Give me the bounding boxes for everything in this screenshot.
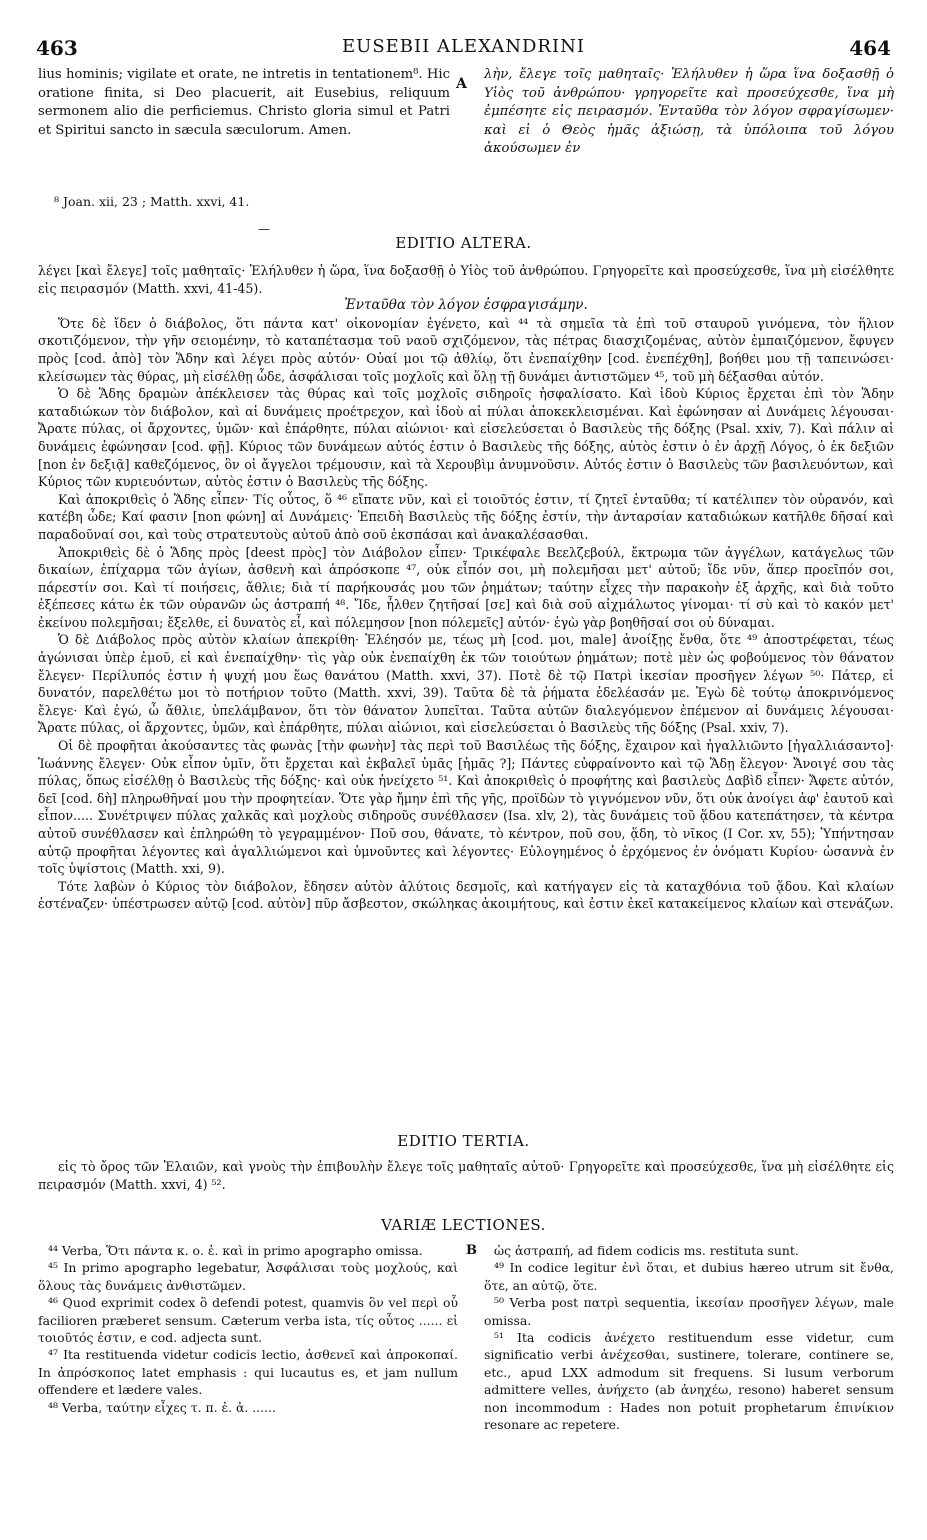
editio-tertia-text [38,1158,894,1193]
paragraph-3: Καὶ ἀποκριθεὶς ὁ Ἅδης εἶπεν· Τίς οὗτος, ὅ ⁴⁶ εἴπατε νῦν, καὶ εἰ τοιοῦτός ἐστιν, τί ζητεῖ ἐνταῦθα; τί κατέλιπεν τὸν οὐρανόν, καὶ κατέβη ὧδε; Καί φασιν [non φώνη] αἱ Δυνάμεις· Ἐπειδὴ Βασιλεὺς τῆς δόξης ἐστίν, τὴν ἀνταρσίαν καταδιώκων κατῆλθε δῆσαί καὶ παραδοῦναί σοι, καὶ τοὺς στρατευτοὺς αὐτοῦ ἀπὸ σοῦ ἐκσπάσαι καὶ ἀνακαλέσασθαι. [38,491,894,542]
variae-right-column [484,1242,894,1433]
paragraph-4: Ἀποκριθεὶς δὲ ὁ Ἅδης πρὸς [deest πρὸς] τὸν Διάβολον εἶπεν· Τρικέφαλε Βεελζεβούλ, ἔκτρωμα τῶν ἀγγέλων, κατάγελως τῶν δικαίων, ἐπίχαρμα τῶν ἁγίων, ἀσθενὴ καὶ ἀπρόσκοπε ⁴⁷, οὐκ εἶπόν σοι, μὴ πολεμῆσαι μετ' αὐτοῦ; ἴδε νῦν, ἅπερ προεῖπόν σοι, πάρεστίν σοι. Καὶ τί ποιήσεις, ἄθλιε; διὰ τί παρήκουσάς μου τῶν ῥημάτων; ταύτην εἶχες τὴν παρακοὴν ἐξ ἀρχῆς, καὶ διὰ τοῦτο ἐξέπεσες κάτω ἐκ τῶν οὐρανῶν ὡς ἀστραπή ⁴⁸. Ἴδε, ἦλθεν ζητῆσαί [σε] καὶ διὰ σοῦ αἰχμάλωτος γίνομαι· τί σὺ καὶ τὸ κακόν μετ' ἐκείνου πολεμῆσαι; ἔξελθε, εἰ δυνατὸς εἶ, καὶ πόλεμησον [non πόλεμεῖς] αὐτόν· ἐγὼ γὰρ βοηθῆσαί σοι οὐ δύναμαι. [38,544,894,630]
top-left-column: lius hominis; vigilate et orate, ne intretis in tentationem⁸. Hic oratione finita, si Deo placuerit, ait Eusebius, reliquum sermonem alio die perficiemus. Christo gloria simul et Patri et Spiritui sancto in sæcula sæculorum. Amen. [38,67,450,138]
paragraph-7: Τότε λαβὼν ὁ Κύριος τὸν διάβολον, ἔδησεν αὐτὸν ἁλύτοις δεσμοῖς, καὶ κατήγαγεν εἰς τὰ καταχθόνια τοῦ ᾅδου. Καὶ κλαίων ἐστέναζεν· ὑπέστρωσεν αὐτῷ [cod. αὐτὸν] πῦρ ἄσβεστον, σκώληκας ἀκοιμήτους, καὶ ἐστιν ἐκεῖ κατακείμενος κλαίων καὶ στενάζων. [38,878,894,912]
running-title: EUSEBII ALEXANDRINI [342,36,585,57]
variant-note-48-cont: ὡς ἀστραπή, ad fidem codicis ms. restituta sunt. [494,1243,799,1258]
column-mark-a: A [456,76,467,92]
page-number-right: 464 [849,36,891,60]
variant-note-51: ⁵¹ Ita codicis ἀνέχετο restituendum esse videtur, cum significatio verbi ἀνέχεσθαι, sustinere, tolerare, continere se, etc., apud LXX admodum sit frequens. Si lusum verborum admittere velles, ἀνήχετο (ab ἀνηχέω, resono) haberet sensum non incommodum : Hades non potuit prophetarum ἐπινίκιον resonare ac repetere. [484,1330,894,1433]
variant-note-49: ⁴⁹ In codice legitur ἐνὶ ὅται, et dubius hæreo utrum sit ἔνθα, ὅτε, an αὐτῷ, ὅτε. [484,1260,894,1293]
editio-altera-intro: λέγει [καὶ ἔλεγε] τοῖς μαθηταῖς· Ἐλήλυθεν ἡ ὥρα, ἵνα δοξασθῇ ὁ Υἱὸς τοῦ ἀνθρώπου. Γρηγορεῖτε καὶ προσεύχεσθε, ἵνα μὴ εἰσέλθητε εἰς πειρασμόν (Matth. xxvi, 41-45). [38,263,894,296]
column-mark-b: B [466,1243,477,1258]
running-header [36,36,891,62]
editio-tertia-paragraph: εἰς τὸ ὄρος τῶν Ἐλαιῶν, καὶ γνοὺς τὴν ἐπιβουλὴν ἔλεγε τοῖς μαθηταῖς αὐτοῦ· Γρηγορεῖτε καὶ προσεύχεσθε, ἵνα μὴ εἰσέλθητε εἰς πειρασμόν (Matth. xxvi, 4) ⁵². [38,1159,894,1192]
heading-variae-lectiones: VARIÆ LECTIONES. [381,1216,546,1234]
paragraph-1: Ὅτε δὲ ἴδεν ὁ διάβολος, ὅτι πάντα κατ' οἰκονομίαν ἐγένετο, καὶ ⁴⁴ τὰ σημεῖα τὰ ἐπὶ τοῦ σταυροῦ γινόμενα, τὸν ἥλιον σκοτιζόμενον, τὴν γῆν σειομένην, τὸ καταπέτασμα τοῦ ναοῦ σχιζόμενον, τὰς πέτρας διασχιζομένας, αὐτὸν ἐμπαιζόμενον, ἔφυγεν πρὸς [cod. ἀπὸ] τὸν Ἅδην καὶ λέγει πρὸς αὐτόν· Οὐαί μοι τῷ ἀθλίῳ, ὅτι ἐνεπαίχθην [cod. ἐνεπέχθη], βοήθει μου τῇ ταπεινώσει· κλείσωμεν τὰς θύρας, μὴ εἰσέλθῃ ὧδε, ἀσφάλισαι τοῖς μοχλοῖς καὶ ὅλῃ τῇ δυνάμει ἀντιστῶμεν ⁴⁵, τοῦ μὴ δέξασθαι αὐτόν. [38,315,894,384]
variant-note-50: ⁵⁰ Verba post πατρὶ sequentia, ἱκεσίαν προσῆγεν λέγων, male omissa. [484,1295,894,1328]
variant-note-45: ⁴⁵ In primo apographo legebatur, Ἀσφάλισαι τοὺς μοχλούς, καὶ ὅλους τὰς δυνάμεις ἀνθιστῶμεν. [38,1260,458,1293]
variae-left-column [38,1242,458,1416]
variant-note-44: ⁴⁴ Verba, Ὅτι πάντα κ. ο. ἐ. καὶ in primo apographo omissa. [48,1243,423,1258]
editio-altera-text [38,262,894,913]
variant-note-48: ⁴⁸ Verba, ταύτην εἶχες τ. π. ἐ. ἀ. ...... [48,1399,276,1415]
variant-note-46: ⁴⁶ Quod exprimit codex ὃ defendi potest, quamvis ὃν vel περὶ οὗ facilioren præberet sensum. Cæterum verba ista, τίς οὗτος ...... εἰ τοιοῦτός ἐστιν, e cod. adjecta sunt. [38,1295,458,1346]
variant-note-47: ⁴⁷ Ita restituenda videtur codicis lectio, ἀσθενεῖ καὶ ἀπροκοπαί. In ἀπρόσκοπος latet emphasis : qui lucautus es, et jam nullum offendere et lædere vales. [38,1347,458,1398]
separator-dash: — [258,222,270,236]
paragraph-5: Ὁ δὲ Διάβολος πρὸς αὐτὸν κλαίων ἀπεκρίθη· Ἐλέησόν με, τέως μὴ [cod. μοι, male] ἀνοίξῃς ἔνθα, ὅτε ⁴⁹ ἀποστρέφεται, τέως ἀγώνισαι ὑπὲρ ἐμοῦ, εἰ καὶ ἐνεπαίχθην· τὶς γὰρ οὐκ ἐνεπαίχθη ἐκ τῶν τοιούτων ῥημάτων; ποτὲ μὲν ὡς φοβούμενος τὸν θάνατον ἔλεγεν· Περίλυπός ἐστιν ἡ ψυχή μου ἕως θανάτου (Matth. xxvi, 37). Ποτὲ δὲ τῷ Πατρὶ ἱκεσίαν προσῆγεν λέγων ⁵⁰· Πάτερ, εἰ δυνατόν, παρελθέτω μοι τὸ ποτήριον τοῦτο (Matth. xxvi, 39). Ταῦτα δὲ τὰ ῥήματα ἐδελέασάν με. Ἐγὼ δὲ τούτῳ ἀποκρινόμενος ἔλεγε· Καὶ ἐγώ, ὦ ἄθλιε, ὑπελάμβανον, ὅτι τὸν θάνατον λυπεῖται. Ταῦτα αὐτῶν διαλεγόμενον ἐπέμενον αἱ δυνάμεις λέγουσαι· Ἄρατε πύλας, οἱ ἄρχοντες, ὑμῶν, καὶ ἐπάρθητε, πύλαι αἰώνιοι, καὶ εἰσελεύσεται ὁ Βασιλεὺς τῆς δόξης (Psal. xxiv, 7). [38,632,894,736]
top-right-column: λὴν, ἔλεγε τοῖς μαθηταῖς· Ἐλήλυθεν ἡ ὥρα ἵνα δοξασθῇ ὁ Υἱὸς τοῦ ἀνθρώπου· γρηγορεῖτε καὶ προσεύχεσθε, ἵνα μὴ ἐμπέσητε εἰς πειρασμόν. Ἐνταῦθα τὸν λόγον σφραγίσωμεν· καὶ εἰ ὁ Θεὸς ἡμᾶς ἀξιώσῃ, τὰ ὑπόλοιπα τοῦ λόγου ἀκούσωμεν ἐν [484,67,894,156]
heading-editio-tertia: EDITIO TERTIA. [397,1132,530,1150]
paragraph-2: Ὁ δὲ Ἅδης δραμὼν ἀπέκλεισεν τὰς θύρας καὶ τοῖς μοχλοῖς σιδηροῖς ἠσφαλίσατο. Καὶ ἰδοὺ Κύριος ἔρχεται ἐπὶ τὸν Ἅδην καταδιώκων τὸν διάβολον, καὶ αἱ δυνάμεις προέτρεχον, καὶ ἰδοὺ αἱ πύλαι ἀποκεκλεισμέναι. Καὶ ἐφώνησαν αἱ Δυνάμεις λέγουσαι· Ἄρατε πύλας, οἱ ἄρχοντες, ὑμῶν· καὶ ἐπάρθητε, πύλαι αἰώνιοι· καὶ εἰσελεύσεται ὁ Βασιλεὺς τῆς δόξης (Psal. xxiv, 7). Καὶ πάλιν αἱ δυνάμεις ἐφώνησαν [cod. φῇ]. Κύριος τῶν δυνάμεων αὐτός ἐστιν ὁ Βασιλεὺς τῆς δόξης, αὐτὸς ἐστιν ὁ ἐν ἀρχῇ Λόγος, ὁ ἐκ δεξιῶν [non ἐν δεξιᾷ] καθεζόμενος, ὃν οἱ ἄγγελοι τρέμουσιν, καὶ τὰ Χερουβὶμ ἀνυμνοῦσιν. Αὐτός ἐστιν ὁ Βασιλεὺς τῶν βασιλευόντων, καὶ Κύριος τῶν κυριευόντων, αὐτὸς ἐστιν ὁ Βασιλεὺς τῆς δόξης. [38,386,894,490]
page-number-left: 463 [36,36,78,60]
footnote: ⁸ Joan. xii, 23 ; Matth. xxvi, 41. [54,194,250,209]
paragraph-6: Οἱ δὲ προφῆται ἀκούσαντες τὰς φωνὰς [τὴν φωνὴν] τὰς περὶ τοῦ Βασιλέως τῆς δόξης, ἔχαιρον καὶ ἠγαλλιῶντο [ἠγαλλιάσαντο]· Ἰωάννης ἔλεγεν· Οὐκ εἶπον ὑμῖν, ὅτι ἔρχεται καὶ ἐκβαλεῖ ὑμᾶς [ἡμᾶς ?]; Πάντες εὐφραίνοντο καὶ τῷ Ἅδῃ ἔλεγον· Ἄνοιγέ σου τὰς πύλας, ὅπως εἰσέλθῃ ὁ Βασιλεὺς τῆς δόξης· καὶ οὐκ ἠνείχετο ⁵¹. Καὶ ἀποκριθεὶς ὁ προφήτης καὶ βασιλεὺς Δαβὶδ εἶπεν· Ἄφετε αὐτόν, δεῖ [cod. δὴ] πληρωθῆναί μου τὴν προφητείαν. Ὅτε γὰρ ἤμην ἐπὶ τῆς γῆς, προϊδὼν τὸ γιγνόμενον νῦν, ὅτι οὐκ ἀνοίγει ἀφ' ἑαυτοῦ καὶ εἶπον..... Συνέτριψεν πύλας χαλκᾶς καὶ μοχλοὺς σιδηροῦς συνέθλασεν (Isa. xlv, 2), τὰς δυνάμεις τοῦ ᾅδου κατεπάτησεν, τὰ κέντρα αὐτοῦ συνέθλασεν καὶ ἐπληρώθη τὸ γεγραμμένον· Ποῦ σου, θάνατε, τὸ κέντρον, ποῦ σου, ᾅδη, τὸ νῖκος (I Cor. xv, 55); Ὑπήντησαν αὐτῷ προφῆται λέγοντες καὶ ἀγαλλιώμενοι καὶ ὑμνοῦντες καὶ λέγοντες· Εὐλογημένος ὁ ἐρχόμενος ἐν ὀνόματι Κυρίου· ὡσαννὰ ἐν τοῖς ὑψίστοις (Matth. xxi, 9). [38,738,894,877]
editio-altera-subtitle: Ἐνταῦθα τὸν λόγον ἐσφραγισάμην. [344,297,588,314]
heading-editio-altera: EDITIO ALTERA. [395,234,532,252]
